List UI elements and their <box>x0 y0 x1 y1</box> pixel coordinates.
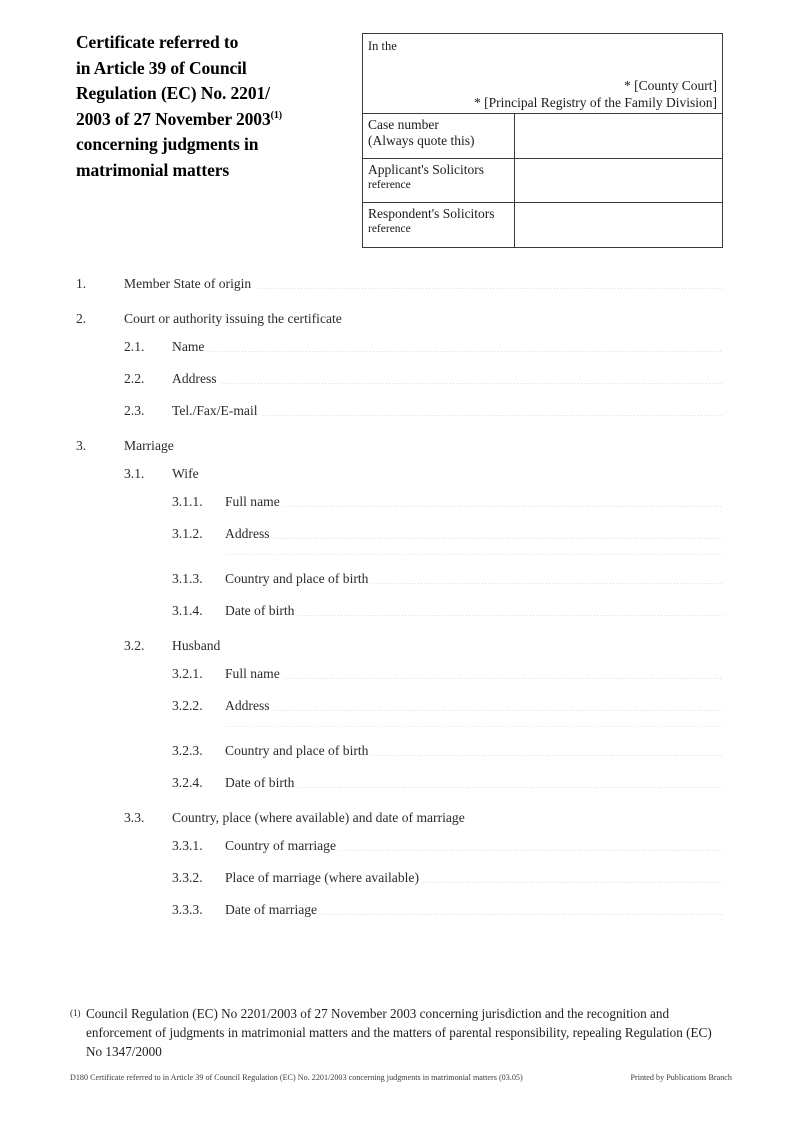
form-item <box>0 743 800 759</box>
form-item-answer-field[interactable] <box>298 787 723 788</box>
form-item-label: Address <box>225 526 270 541</box>
form-item-number: 3.2.3. <box>172 743 203 758</box>
form-item-number: 3.3.1. <box>172 838 203 853</box>
form-item-number: 2. <box>76 311 87 326</box>
form-items-list <box>0 276 800 918</box>
form-item <box>0 902 800 918</box>
form-item <box>0 838 800 854</box>
form-item <box>0 810 800 826</box>
court-details-table <box>362 33 723 248</box>
form-item-number: 3.1. <box>124 466 145 481</box>
form-item-label: Full name <box>225 494 280 509</box>
respondent-solicitors-label-cell <box>363 203 515 247</box>
form-item-number: 2.2. <box>124 371 145 386</box>
form-item-label: Member State of origin <box>124 276 252 291</box>
in-the-cell[interactable] <box>363 34 722 113</box>
form-item <box>0 311 800 327</box>
form-item-number: 2.1. <box>124 339 145 354</box>
form-item-answer-field[interactable] <box>321 914 723 915</box>
form-item-label: Marriage <box>124 438 174 453</box>
form-item-label: Country and place of birth <box>225 571 369 586</box>
form-item <box>0 698 800 714</box>
table-row <box>363 113 722 158</box>
form-item <box>0 466 800 482</box>
form-item <box>0 526 800 542</box>
form-item-label: Address <box>172 371 217 386</box>
form-item-number: 3.1.2. <box>172 526 203 541</box>
respondent-solicitors-label-line1: Respondent's Solicitors <box>368 206 495 221</box>
form-item-answer-field[interactable] <box>423 882 723 883</box>
form-item-number: 3.3.3. <box>172 902 203 917</box>
form-item-label: Full name <box>225 666 280 681</box>
form-item-number: 3.2.2. <box>172 698 203 713</box>
form-item <box>0 775 800 791</box>
respondent-solicitors-label-line2: reference <box>368 223 411 235</box>
form-item-answer-field[interactable] <box>340 850 723 851</box>
form-item <box>0 666 800 682</box>
form-item-number: 2.3. <box>124 403 145 418</box>
footer-form-reference: D180 Certificate referred to in Article 39 of Council Regulation (EC) No. 2201/2003 concerning judgments in matrimonial matters (03.05) <box>70 1073 523 1082</box>
form-item-number: 3.2.4. <box>172 775 203 790</box>
form-item-answer-field-continuation[interactable] <box>225 726 723 727</box>
county-court-option[interactable]: * [County Court] <box>624 78 717 93</box>
case-number-label-line1: Case number <box>368 117 439 132</box>
table-row <box>363 202 722 247</box>
form-item-label: Name <box>172 339 205 354</box>
form-item-label: Husband <box>172 638 221 653</box>
page-title <box>76 30 341 183</box>
form-item-number: 3.2. <box>124 638 145 653</box>
respondent-solicitors-value-field[interactable] <box>515 203 722 247</box>
form-item-answer-field[interactable] <box>274 538 723 539</box>
title-line-5: concerning judgments in <box>76 134 259 154</box>
form-item-number: 3.1.4. <box>172 603 203 618</box>
applicant-solicitors-label-cell <box>363 159 515 202</box>
form-item <box>0 603 800 619</box>
form-item-number: 3.1.3. <box>172 571 203 586</box>
form-item-label: Wife <box>172 466 199 481</box>
applicant-solicitors-label-line1: Applicant's Solicitors <box>368 162 485 177</box>
title-line-1: Certificate referred to <box>76 32 239 52</box>
form-item-number: 3.2.1. <box>172 666 203 681</box>
form-item-label: Country, place (where available) and date of marriage <box>172 810 465 825</box>
form-item <box>0 403 800 419</box>
form-item-label: Date of birth <box>225 775 295 790</box>
form-item-label: Country of marriage <box>225 838 336 853</box>
form-item <box>0 571 800 587</box>
form-item-number: 3.1.1. <box>172 494 203 509</box>
title-line-6: matrimonial matters <box>76 159 230 180</box>
form-item <box>0 371 800 387</box>
case-number-label-cell <box>363 114 515 158</box>
form-item-answer-field[interactable] <box>372 583 723 584</box>
form-item <box>0 339 800 355</box>
title-line-4: 2003 of 27 November 2003 <box>76 108 271 129</box>
page-footer <box>70 1072 732 1083</box>
form-item-answer-field[interactable] <box>221 383 723 384</box>
form-item-number: 3.3.2. <box>172 870 203 885</box>
applicant-solicitors-label-line2: reference <box>368 179 411 191</box>
principal-registry-option[interactable]: * [Principal Registry of the Family Division] <box>474 95 717 110</box>
form-item <box>0 438 800 454</box>
footnote-marker: (1) <box>70 1008 81 1018</box>
title-line-3: Regulation (EC) No. 2201/ <box>76 83 270 103</box>
title-footnote-marker: (1) <box>270 109 282 121</box>
footnote <box>70 1004 730 1061</box>
form-item-label: Date of marriage <box>225 902 318 917</box>
form-item-answer-field[interactable] <box>274 710 723 711</box>
form-item-label: Court or authority issuing the certificate <box>124 311 342 326</box>
form-item-answer-field[interactable] <box>284 678 723 679</box>
form-item-label: Tel./Fax/E-mail <box>172 403 258 418</box>
court-type-options <box>474 77 717 111</box>
in-the-label: In the <box>368 39 397 53</box>
case-number-value-field[interactable] <box>515 114 722 158</box>
form-item-label: Date of birth <box>225 603 295 618</box>
applicant-solicitors-value-field[interactable] <box>515 159 722 202</box>
form-item-answer-field[interactable] <box>372 755 723 756</box>
form-item <box>0 494 800 510</box>
footer-printer-credit: Printed by Publications Branch <box>630 1073 732 1082</box>
title-line-2: in Article 39 of Council <box>76 57 247 78</box>
footnote-text: Council Regulation (EC) No 2201/2003 of 27 November 2003 concerning jurisdiction and the recognition and enforcement of judgments in matrimonial matters and the matters of parental responsibility, repealing Regulation (EC) No 1347/2000 <box>86 1006 712 1059</box>
form-item <box>0 870 800 886</box>
form-item-number: 3.3. <box>124 810 145 825</box>
form-item-number: 3. <box>76 438 87 453</box>
form-item <box>0 276 800 292</box>
form-item-answer-field[interactable] <box>208 351 723 352</box>
form-item-answer-field-continuation[interactable] <box>225 554 723 555</box>
case-number-label-line2: (Always quote this) <box>368 133 475 148</box>
form-item-label: Address <box>225 698 270 713</box>
form-item-label: Place of marriage (where available) <box>225 870 419 885</box>
document-header <box>0 0 800 258</box>
court-row-in-the <box>363 34 722 113</box>
form-item-label: Country and place of birth <box>225 743 369 758</box>
form-item-number: 1. <box>76 276 87 291</box>
form-item-answer-field[interactable] <box>255 288 723 289</box>
form-item-answer-field[interactable] <box>284 506 723 507</box>
table-row <box>363 158 722 202</box>
form-item <box>0 638 800 654</box>
form-item-answer-field[interactable] <box>262 415 724 416</box>
form-item-answer-field[interactable] <box>298 615 723 616</box>
